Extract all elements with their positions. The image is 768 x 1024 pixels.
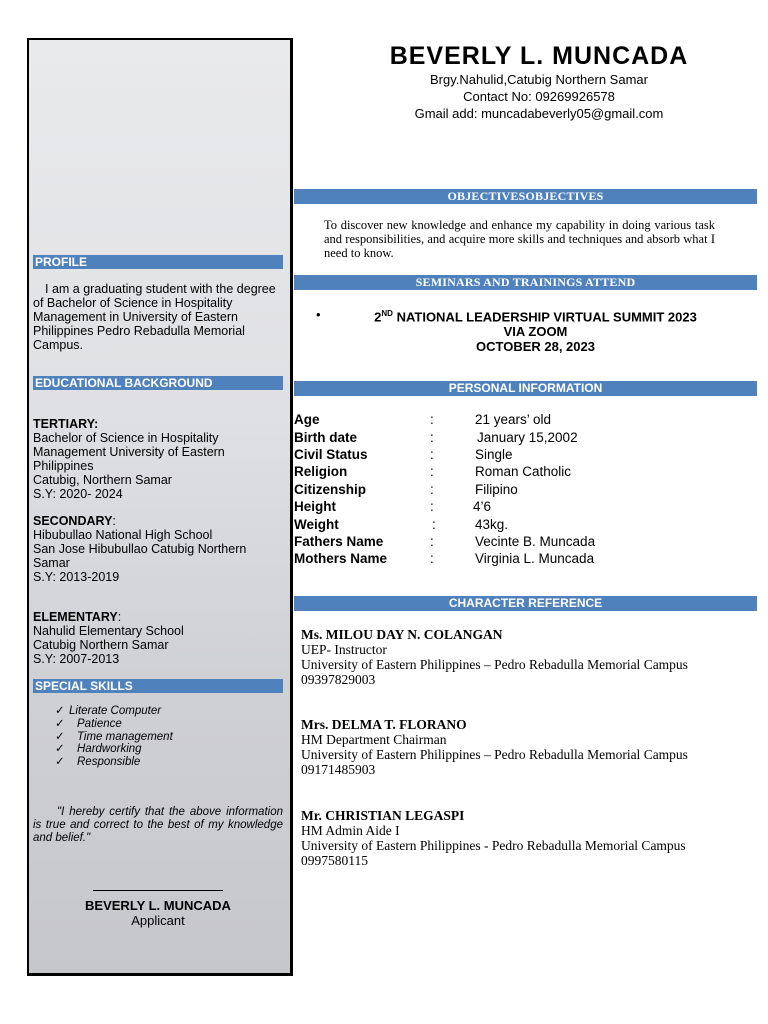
tertiary-line: S.Y: 2020- 2024 <box>33 487 123 501</box>
reference-phone: 09397829003 <box>301 672 376 687</box>
field-colon: : <box>430 482 434 497</box>
objectives-heading: OBJECTIVESOBJECTIVES <box>294 189 757 204</box>
certification-text: "I hereby certify that the above information is true and correct to the best of my knowledge and belief." <box>33 806 283 844</box>
tertiary-line: Management University of Eastern <box>33 445 225 459</box>
email-line: Gmail add: muncadabeverly05@gmail.com <box>414 106 664 121</box>
elementary-line: S.Y: 2007-2013 <box>33 652 120 666</box>
tertiary-label: TERTIARY: <box>33 417 99 431</box>
personal-heading: PERSONAL INFORMATION <box>294 381 757 396</box>
tertiary-line: Philippines <box>33 459 94 473</box>
profile-text: I am a graduating student with the degree of Bachelor of Science in Hospitality Management in University of Eastern Philippines Pedro Rebadulla Memorial Campus. <box>33 282 276 352</box>
field-label: Birth date <box>294 430 358 445</box>
secondary-line: Hibubullao National High School <box>33 528 213 542</box>
skills-heading: SPECIAL SKILLS <box>33 679 283 693</box>
field-value: Filipino <box>475 482 518 497</box>
reference-name: Mr. CHRISTIAN LEGASPI <box>301 808 465 823</box>
field-value: January 15,2002 <box>477 430 578 445</box>
field-colon: : <box>430 447 434 462</box>
skill-label: Responsible <box>77 756 141 769</box>
list-item <box>55 743 173 756</box>
check-icon: ✓ <box>55 705 65 717</box>
tertiary-line: Catubig, Northern Samar <box>33 473 172 487</box>
reference-org: University of Eastern Philippines - Pedro Rebadulla Memorial Campus <box>301 838 686 853</box>
field-value: Single <box>475 447 513 462</box>
contact-line: Contact No: 09269926578 <box>463 89 615 104</box>
field-colon: : <box>430 464 434 479</box>
skill-label: Time management <box>77 730 173 743</box>
field-label: Height <box>294 499 336 514</box>
list-item <box>301 808 686 868</box>
secondary-line: Samar <box>33 556 70 570</box>
references-heading: CHARACTER REFERENCE <box>294 596 757 611</box>
address-line: Brgy.Nahulid,Catubig Northern Samar <box>430 72 648 87</box>
seminar-ordinal-suffix: ND <box>381 309 393 318</box>
field-value: Vecinte B. Muncada <box>475 534 596 549</box>
reference-position: HM Admin Aide I <box>301 823 400 838</box>
field-colon: : <box>430 412 434 427</box>
reference-position: HM Department Chairman <box>301 732 447 747</box>
reference-phone: 0997580115 <box>301 853 368 868</box>
profile-heading: PROFILE <box>33 255 283 269</box>
field-colon: : <box>430 430 434 445</box>
skill-label: Patience <box>77 717 122 730</box>
signature-line <box>93 890 223 891</box>
elementary-colon: : <box>117 610 122 624</box>
field-value: Roman Catholic <box>475 464 572 479</box>
list-item <box>55 756 173 769</box>
field-value: 43kg. <box>475 517 509 532</box>
elementary-line: Catubig Northern Samar <box>33 638 169 652</box>
field-value: Virginia L. Muncada <box>475 551 595 566</box>
education-heading: EDUCATIONAL BACKGROUND <box>33 376 283 390</box>
list-item <box>301 627 688 687</box>
bullet-icon: • <box>316 307 321 322</box>
signature-role: Applicant <box>131 913 185 928</box>
secondary-label: SECONDARY <box>33 514 113 528</box>
signature-name: BEVERLY L. MUNCADA <box>85 898 231 913</box>
field-label: Religion <box>294 464 348 479</box>
list-item <box>55 731 173 744</box>
seminar-ordinal: 2 <box>374 309 382 325</box>
seminars-heading: SEMINARS AND TRAININGS ATTEND <box>294 275 757 290</box>
secondary-line: S.Y: 2013-2019 <box>33 570 120 584</box>
secondary-colon: : <box>112 514 116 528</box>
reference-name: Ms. MILOU DAY N. COLANGAN <box>301 627 503 642</box>
field-label: Fathers Name <box>294 534 384 549</box>
list-item <box>301 717 688 777</box>
secondary-line: San Jose Hibubullao Catubig Northern <box>33 542 247 556</box>
field-label: Civil Status <box>294 447 368 462</box>
objectives-text: To discover new knowledge and enhance my capability in doing various task and responsibilities, and acquire more skills and techniques and absorb what I need to know. <box>324 218 715 260</box>
reference-name: Mrs. DELMA T. FLORANO <box>301 717 467 732</box>
check-icon: ✓ <box>55 730 65 743</box>
field-value: 4’6 <box>473 499 492 514</box>
tertiary-line: Bachelor of Science in Hospitality <box>33 431 219 445</box>
field-value: 21 years’ old <box>475 412 552 427</box>
check-icon: ✓ <box>55 743 65 756</box>
skill-label: Literate Computer <box>69 705 162 717</box>
seminar-venue: VIA ZOOM <box>503 324 568 340</box>
reference-phone: 09171485903 <box>301 762 376 777</box>
list-item <box>55 718 173 731</box>
field-colon: : <box>430 499 434 514</box>
field-colon: : <box>432 517 436 532</box>
reference-org: University of Eastern Philippines – Pedro Rebadulla Memorial Campus <box>301 657 688 672</box>
tertiary-block <box>33 417 283 501</box>
secondary-block <box>33 514 283 584</box>
reference-org: University of Eastern Philippines – Pedro Rebadulla Memorial Campus <box>301 747 688 762</box>
field-label: Age <box>294 412 320 427</box>
skill-label: Hardworking <box>77 743 142 756</box>
field-label: Weight <box>294 517 339 532</box>
list-item <box>55 705 173 718</box>
seminar-item <box>330 306 741 354</box>
check-icon: ✓ <box>55 717 65 730</box>
elementary-label: ELEMENTARY <box>33 610 118 624</box>
skills-list <box>55 705 173 769</box>
field-colon: : <box>430 534 434 549</box>
seminar-title: NATIONAL LEADERSHIP VIRTUAL SUMMIT 2023 <box>392 309 697 325</box>
field-label: Mothers Name <box>294 551 388 566</box>
seminar-date: OCTOBER 28, 2023 <box>476 339 595 355</box>
field-label: Citizenship <box>294 482 367 497</box>
applicant-name: BEVERLY L. MUNCADA <box>389 42 689 70</box>
elementary-block <box>33 610 283 666</box>
reference-position: UEP- Instructor <box>301 642 387 657</box>
elementary-line: Nahulid Elementary School <box>33 624 184 638</box>
field-colon: : <box>430 551 434 566</box>
check-icon: ✓ <box>55 756 65 769</box>
